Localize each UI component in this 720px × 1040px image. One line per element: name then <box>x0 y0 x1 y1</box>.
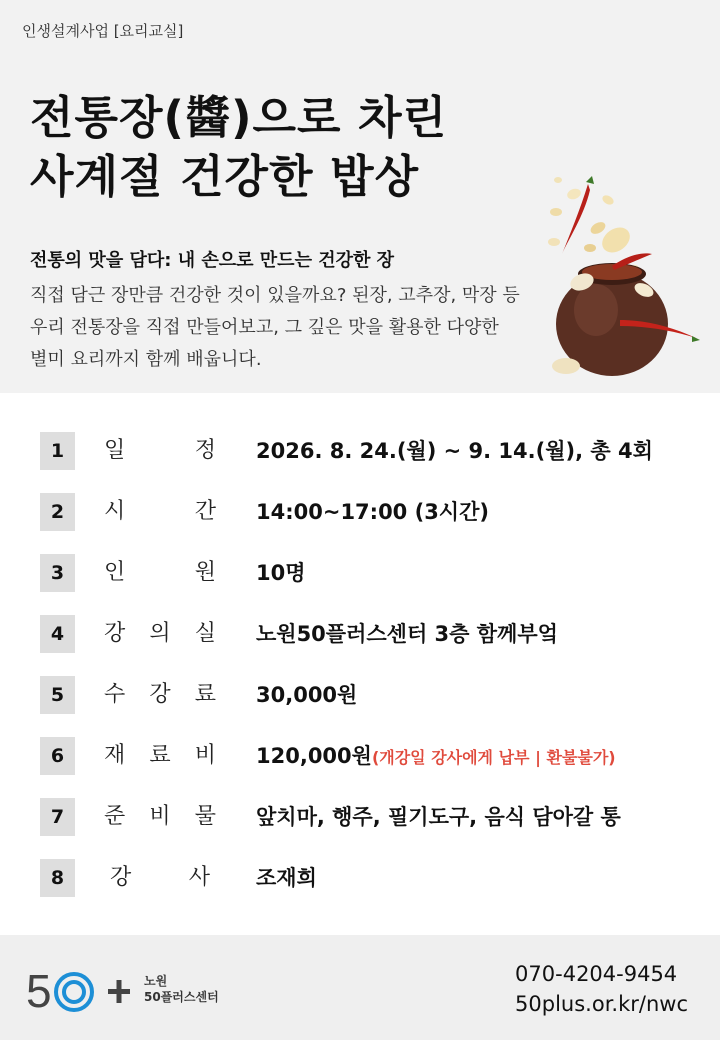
logo-line-1: 노원 <box>144 974 168 988</box>
row-number: 3 <box>40 554 75 592</box>
page-title <box>30 88 447 206</box>
info-row-time <box>40 493 700 531</box>
info-row-instructor <box>40 859 700 897</box>
row-number: 1 <box>40 432 75 470</box>
row-value: 2026. 8. 24.(월) ~ 9. 14.(월), 총 4회 <box>256 439 653 463</box>
info-row-schedule <box>40 432 700 470</box>
intro-line-1: 직접 담근 장만큼 건강한 것이 있을까요? 된장, 고추장, 막장 등 <box>30 285 520 306</box>
row-label: 강 사 <box>110 865 210 890</box>
row-label: 수 강 료 <box>104 682 216 707</box>
row-label: 인 원 <box>104 560 216 585</box>
info-row-tuition <box>40 676 700 714</box>
row-number: 6 <box>40 737 75 775</box>
sauce-pot-with-peppers-and-beans-icon <box>540 170 710 390</box>
row-number: 8 <box>40 859 75 897</box>
program-tag: 인생설계사업 [요리교실] <box>22 22 184 40</box>
header-section <box>0 0 720 393</box>
row-number: 2 <box>40 493 75 531</box>
row-label: 강 의 실 <box>104 621 216 646</box>
row-value: 30,000원 <box>256 683 358 707</box>
row-label: 시 간 <box>104 499 216 524</box>
info-row-capacity <box>40 554 700 592</box>
row-label: 준 비 물 <box>104 804 216 829</box>
logo-line-2: 50플러스센터 <box>144 990 219 1004</box>
material-fee-note: (개강일 강사에게 납부 | 환불불가) <box>371 748 616 767</box>
row-number: 7 <box>40 798 75 836</box>
row-label: 일 정 <box>104 438 216 463</box>
intro-line-3: 별미 요리까지 함께 배웁니다. <box>30 349 262 370</box>
subtitle: 전통의 맛을 담다: 내 손으로 만드는 건강한 장 <box>30 250 395 271</box>
info-row-material-fee <box>40 737 700 775</box>
info-row-classroom <box>40 615 700 653</box>
contact-info <box>515 959 688 1019</box>
info-row-supplies <box>40 798 700 836</box>
row-number: 5 <box>40 676 75 714</box>
row-value: 앞치마, 행주, 필기도구, 음식 담아갈 통 <box>256 805 621 829</box>
row-value: 10명 <box>256 561 306 585</box>
title-line-1: 전통장(醬)으로 차린 <box>30 91 448 144</box>
phone-number: 070-4204-9454 <box>515 962 678 986</box>
logo-mark: 5 <box>26 965 52 1015</box>
row-value: 노원50플러스센터 3층 함께부엌 <box>256 622 558 646</box>
intro-line-2: 우리 전통장을 직접 만들어보고, 그 깊은 맛을 활용한 다양한 <box>30 317 499 338</box>
title-line-2: 사계절 건강한 밥상 <box>30 150 420 203</box>
website-link[interactable]: 50plus.or.kr/nwc <box>515 992 688 1016</box>
logo-text <box>144 973 219 1005</box>
row-value <box>256 737 616 775</box>
row-value: 조재희 <box>256 866 317 890</box>
row-label: 재 료 비 <box>104 743 216 768</box>
row-number: 4 <box>40 615 75 653</box>
row-value: 14:00~17:00 (3시간) <box>256 500 489 524</box>
material-fee-amount: 120,000원 <box>256 744 372 768</box>
footer <box>0 935 720 1040</box>
